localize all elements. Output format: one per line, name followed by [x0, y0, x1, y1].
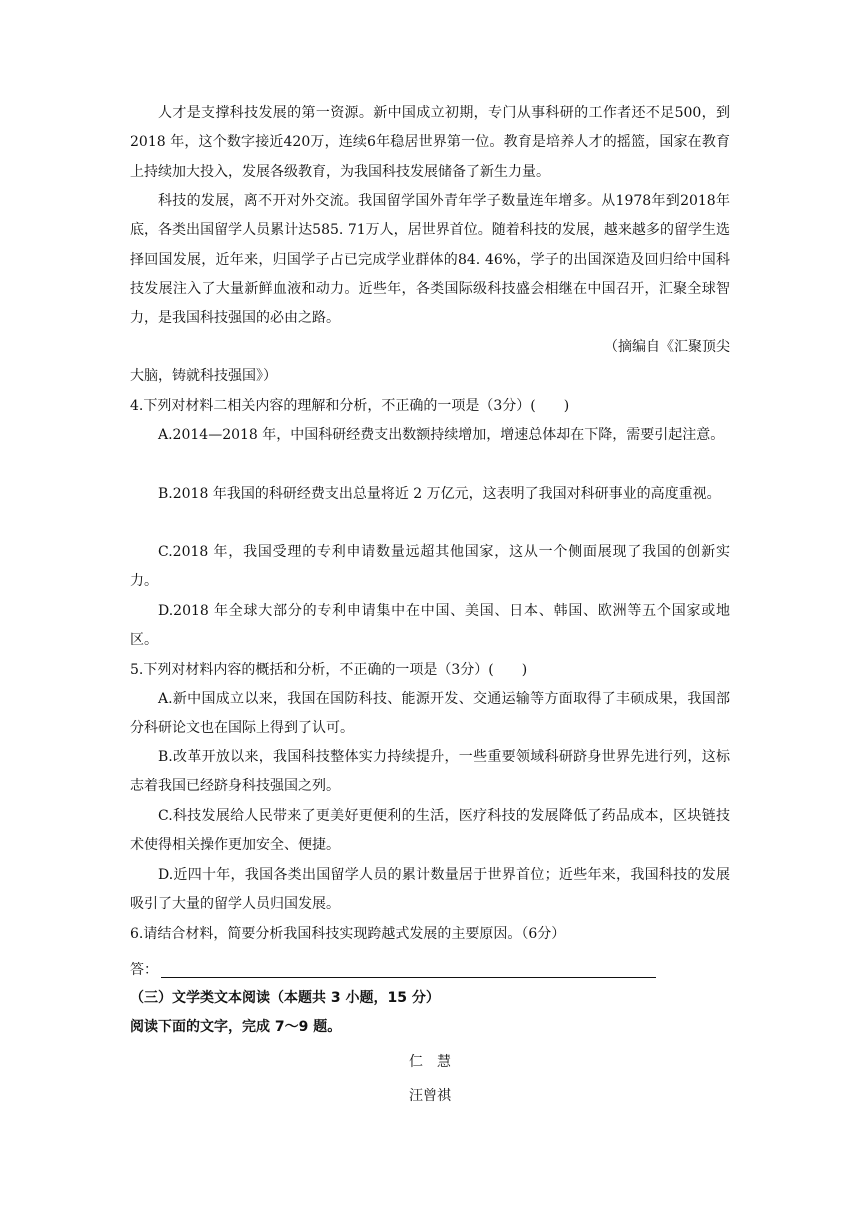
answer-label: 答：: [130, 962, 158, 978]
question-4-option-a: A.2014—2018 年，中国科研经费支出数额持续增加，增速总体却在下降，需要引起注意。: [158, 427, 725, 443]
question-5-option-a: A.新中国成立以来，我国在国防科技、能源开发、交通运输等方面取得了丰硕成果，我国部分科研论文也在国际上得到了认可。: [130, 691, 730, 737]
question-6-stem: 6.请结合材料，简要分析我国科技实现跨越式发展的主要原因。（6分）: [130, 926, 566, 942]
question-4-option-c: C.2018 年，我国受理的专利申请数量远超其他国家，这从一个侧面展现了我国的创新实力。: [130, 544, 730, 590]
question-4-stem: 4.下列对材料二相关内容的理解和分析，不正确的一项是（3分）( ): [130, 398, 570, 414]
source-citation-line1: （摘编自《汇聚顶尖: [604, 339, 730, 355]
story-author: 汪曾祺: [409, 1088, 451, 1104]
paragraph-talent: 人才是支撑科技发展的第一资源。新中国成立初期，专门从事科研的工作者还不足500，到 2018 年，这个数字接近420万，连续6年稳居世界第一位。教育是培养人才的摇篮，国家在教育上持续加大投入，发展各级教育，为我国科技发展储备了新生力量。: [130, 105, 735, 180]
answer-blank-line[interactable]: [161, 977, 656, 978]
question-6-answer-area: [130, 958, 670, 982]
section-3-heading: （三）文学类文本阅读（本题共 3 小题，15 分）: [130, 990, 440, 1006]
section-3-instruction: 阅读下面的文字，完成 7～9 题。: [130, 1019, 342, 1035]
question-5-option-b: B.改革开放以来，我国科技整体实力持续提升，一些重要领域科研跻身世界先进行列，这标志着我国已经跻身科技强国之列。: [130, 749, 730, 795]
source-citation-line2: 大脑，铸就科技强国》）: [130, 368, 277, 384]
story-title: 仁 慧: [409, 1054, 451, 1070]
question-5-stem: 5.下列对材料内容的概括和分析，不正确的一项是（3分）( ): [130, 662, 528, 678]
question-4-option-d: D.2018 年全球大部分的专利申请集中在中国、美国、日本、韩国、欧洲等五个国家或地区。: [130, 603, 730, 649]
question-4-option-b: B.2018 年我国的科研经费支出总量将近 2 万亿元，这表明了我国对科研事业的高度重视。: [158, 486, 721, 502]
question-5-option-c: C.科技发展给人民带来了更美好更便利的生活，医疗科技的发展降低了药品成本，区块链技术使得相关操作更加安全、便捷。: [130, 808, 730, 854]
question-5-option-d: D.近四十年，我国各类出国留学人员的累计数量居于世界首位；近些年来，我国科技的发展吸引了大量的留学人员归国发展。: [130, 867, 730, 913]
paragraph-exchange: 科技的发展，离不开对外交流。我国留学国外青年学子数量连年增多。从1978年到2018年底，各类出国留学人员累计达585. 71万人，居世界首位。随着科技的发展，越来越多的留学生选择回国发展，近年来，归国学子占已完成学业群体的84. 46%，学子的出国深造及回归给中国科技发展注入了大量新鲜血液和动力。近些年，各类国际级科技盛会相继在中国召开，汇聚全球智力，是我国科技强国的必由之路。: [130, 193, 730, 327]
